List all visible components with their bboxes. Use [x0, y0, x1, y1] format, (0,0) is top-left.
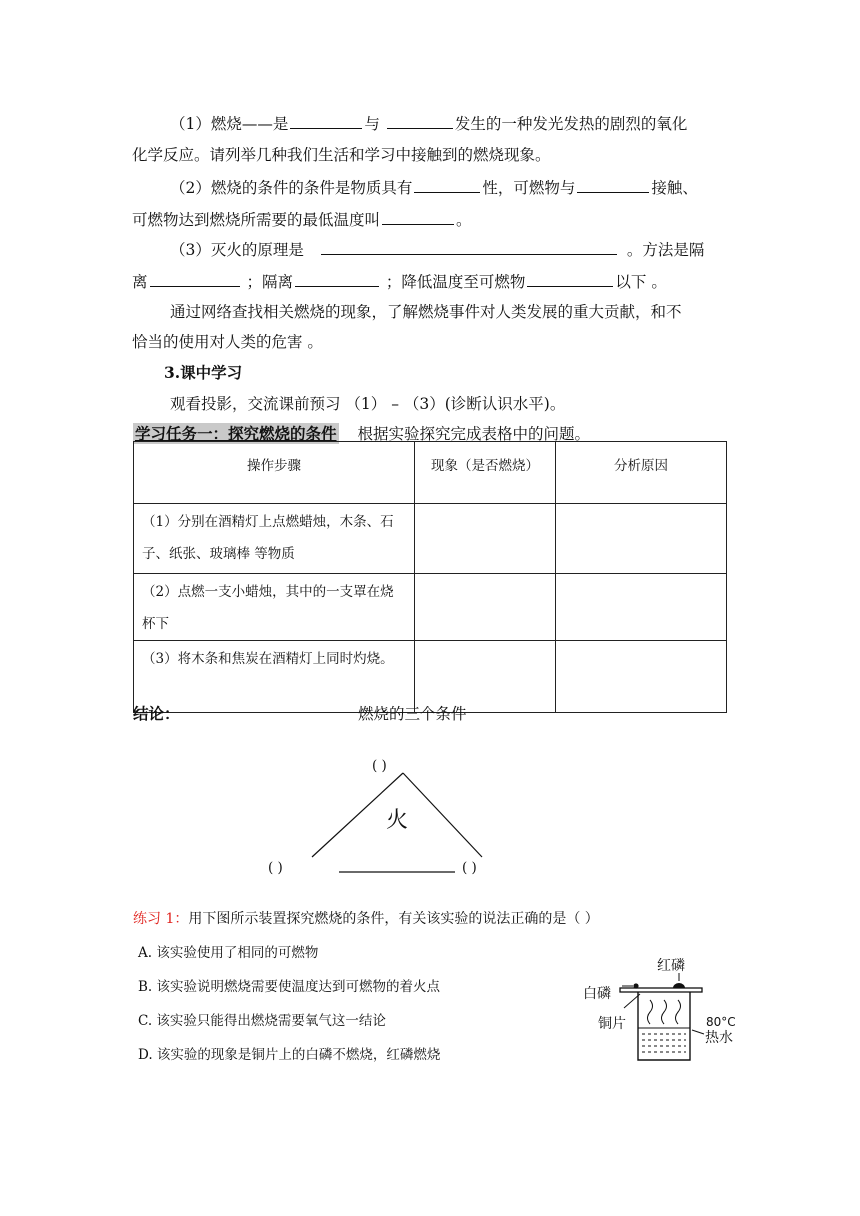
table-cell-phenomenon[interactable]	[415, 641, 556, 713]
option-a[interactable]: A. 该实验使用了相同的可燃物	[138, 945, 319, 961]
para3-line2	[132, 272, 667, 292]
para2-text-e: 。	[456, 211, 472, 229]
table-cell-reason[interactable]	[556, 574, 727, 641]
copper-plate	[620, 988, 702, 992]
fill-blank[interactable]	[295, 272, 379, 287]
steam-icon	[662, 1000, 667, 1024]
table-row	[134, 641, 727, 713]
para2-text-d: 可燃物达到燃烧所需要的最低温度叫	[132, 211, 381, 229]
table-cell-phenomenon[interactable]	[415, 574, 556, 641]
table-header: 分析原因	[556, 442, 727, 504]
para3-text-d: ；隔离	[246, 273, 293, 291]
para3-text-c: 离	[132, 273, 148, 291]
table-cell-phenomenon[interactable]	[415, 504, 556, 574]
label-red-phosphorus: 红磷	[657, 958, 685, 974]
task-description: 根据实验探究完成表格中的问题。	[357, 425, 590, 443]
fill-blank[interactable]	[321, 240, 617, 255]
para3-line1	[170, 240, 704, 260]
triangle-right-side	[403, 773, 482, 857]
section-heading: 3.课中学习	[164, 363, 243, 382]
fire-character: 火	[386, 808, 409, 833]
experiment-table	[133, 441, 727, 713]
fill-blank[interactable]	[577, 178, 649, 193]
conclusion-label: 结论：	[133, 704, 180, 723]
table-cell-step	[134, 641, 415, 713]
para4-line2: 恰当的使用对人类的危害 。	[132, 333, 323, 351]
para2-text-c: 接触、	[651, 179, 698, 197]
para3-text-a: （3）灭火的原理是	[170, 241, 304, 259]
conclusion-title: 燃烧的三个条件	[358, 705, 467, 723]
step-text: 子、纸张、玻璃棒 等物质	[142, 546, 295, 562]
table-cell-reason[interactable]	[556, 504, 727, 574]
table-header: 操作步骤	[134, 442, 415, 504]
option-d[interactable]: D. 该实验的现象是铜片上的白磷不燃烧，红磷燃烧	[138, 1047, 441, 1063]
para2-line2	[132, 210, 472, 230]
fill-blank[interactable]	[527, 272, 613, 287]
beaker	[638, 992, 690, 1060]
fill-blank[interactable]	[414, 178, 480, 193]
label-copper: 铜片	[598, 1016, 626, 1032]
fill-blank[interactable]	[150, 272, 240, 287]
para1-text-b: 与	[364, 115, 380, 133]
table-row	[134, 504, 727, 574]
watch-instruction: 观看投影，交流课前预习 （1） – （3）(诊断认识水平)。	[170, 395, 566, 413]
option-c[interactable]: C. 该实验只能得出燃烧需要氧气这一结论	[138, 1013, 386, 1029]
steam-icon	[676, 1000, 681, 1024]
table-header-row	[134, 442, 727, 504]
table-cell-reason[interactable]	[556, 641, 727, 713]
option-b[interactable]: B. 该实验说明燃烧需要使温度达到可燃物的着火点	[138, 979, 441, 995]
step-text: 杯下	[142, 616, 169, 632]
step-text: （2）点燃一支小蜡烛，其中的一支罩在烧	[142, 584, 394, 600]
para1-line2: 化学反应。请列举几种我们生活和学习中接触到的燃烧现象。	[132, 146, 551, 164]
para2-text-b: 性，可燃物与	[482, 179, 576, 197]
water-pointer	[692, 1030, 704, 1034]
paren-left: ( )	[268, 860, 283, 876]
red-phosphorus-mound	[673, 983, 685, 988]
white-phosphorus-dot	[633, 983, 638, 988]
table-header: 现象（是否燃烧）	[415, 442, 556, 504]
label-hot-water: 热水	[705, 1030, 733, 1046]
para1-text-c: 发生的一种发光发热的剧烈的氧化	[454, 115, 688, 133]
para2-line1	[170, 178, 698, 198]
label-temperature: 80°C	[706, 1015, 736, 1029]
paren-top: ( )	[372, 758, 387, 774]
table-cell-step	[134, 574, 415, 641]
para3-text-e: ；降低温度至可燃物	[385, 273, 526, 291]
exercise-label: 练习 1：	[133, 911, 189, 927]
para1-line1	[170, 114, 687, 134]
paren-right: ( )	[462, 860, 477, 876]
fill-blank[interactable]	[387, 114, 453, 129]
para4-line1: 通过网络查找相关燃烧的现象，了解燃烧事件对人类发展的重大贡献，和不	[170, 303, 682, 321]
fill-blank[interactable]	[290, 114, 362, 129]
exercise-question-line	[133, 909, 599, 929]
para3-text-b: 。方法是隔	[626, 241, 705, 259]
label-white-phosphorus: 白磷	[583, 986, 611, 1002]
para2-text-a: （2）燃烧的条件的条件是物质具有	[170, 179, 413, 197]
table-cell-step	[134, 504, 415, 574]
table-row	[134, 574, 727, 641]
task-label: 学习任务一：探究燃烧的条件	[135, 424, 337, 443]
exercise-question: 用下图所示装置探究燃烧的条件，有关该实验的说法正确的是（ ）	[188, 911, 599, 927]
para3-text-f: 以下 。	[615, 273, 667, 291]
para1-text-a: （1）燃烧——是	[170, 115, 289, 133]
fill-blank[interactable]	[382, 210, 454, 225]
steam-icon	[648, 1000, 653, 1024]
step-text: （3）将木条和焦炭在酒精灯上同时灼烧。	[142, 651, 394, 667]
step-text: （1）分别在酒精灯上点燃蜡烛，木条、石	[142, 514, 394, 530]
